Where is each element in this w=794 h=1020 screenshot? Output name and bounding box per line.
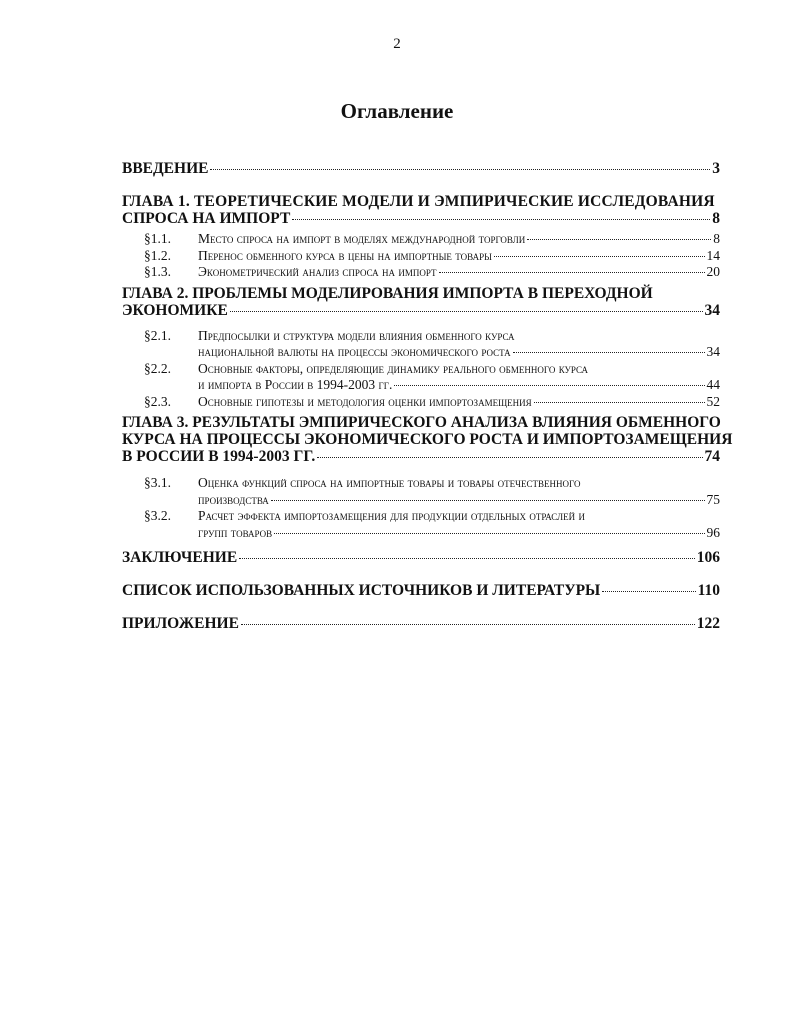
chapter-title-line: СПРОСА НА ИМПОРТ [122, 210, 291, 227]
chapter-title-line: ГЛАВА 2. ПРОБЛЕМЫ МОДЕЛИРОВАНИЯ ИМПОРТА В ПЕРЕХОДНОЙ [122, 284, 653, 302]
section-number: §2.1. [144, 327, 171, 343]
toc-label: ВВЕДЕНИЕ [122, 160, 209, 177]
section-title: Перенос обменного курса в цены на импортные товары [198, 247, 492, 263]
toc-page: 75 [706, 491, 720, 507]
section-title-line: производства [198, 491, 269, 507]
dot-leader [274, 533, 704, 534]
toc-page: 106 [696, 549, 720, 566]
section-title-line: Основные факторы, определяющие динамику реального обменного курса [198, 360, 589, 376]
toc-page: 20 [706, 264, 720, 279]
toc-label: ЗАКЛЮЧЕНИЕ [122, 549, 238, 566]
toc-section-1-2[interactable] [122, 248, 720, 265]
toc-chapter-2[interactable] [122, 285, 720, 319]
toc-label: ПРИЛОЖЕНИЕ [122, 615, 239, 632]
dot-leader [527, 239, 711, 240]
section-title-line: Предпосылки и структура модели влияния обменного курса [198, 327, 515, 343]
toc-page: 8 [713, 231, 720, 246]
toc-page: 14 [706, 247, 720, 263]
section-title-line: национальной валюты на процессы экономического роста [198, 344, 511, 359]
toc-page: 44 [706, 377, 720, 392]
toc-section-3-1[interactable] [122, 475, 720, 508]
dot-leader [210, 169, 710, 170]
toc-page: 8 [712, 210, 720, 227]
dot-leader [317, 457, 702, 458]
section-number: §1.1. [144, 231, 171, 246]
dot-leader [602, 591, 695, 592]
toc-page: 52 [706, 393, 720, 409]
dot-leader [292, 219, 710, 220]
dot-leader [534, 402, 705, 403]
toc-section-2-1[interactable] [122, 328, 720, 361]
chapter-title-line: В РОССИИ В 1994-2003 ГГ. [122, 448, 316, 465]
toc-entry-sources[interactable] [122, 582, 720, 599]
section-number: §1.3. [144, 264, 171, 279]
toc-section-1-3[interactable] [122, 264, 720, 281]
toc-page: 34 [706, 344, 720, 359]
toc-page: 110 [697, 582, 720, 599]
section-number: §3.2. [144, 508, 171, 523]
dot-leader [241, 624, 695, 625]
toc-page: 3 [712, 160, 720, 177]
toc-entry-intro[interactable] [122, 160, 720, 177]
section-title-line: и импорта в России в 1994-2003 гг. [198, 377, 393, 392]
toc-label: СПИСОК ИСПОЛЬЗОВАННЫХ ИСТОЧНИКОВ И ЛИТЕРАТУРЫ [122, 582, 601, 599]
section-title: Основные гипотезы и методология оценки импортозамещения [198, 393, 532, 409]
section-title: Место спроса на импорт в моделях международной торговли [198, 231, 526, 246]
section-title: Эконометрический анализ спроса на импорт [198, 264, 437, 279]
dot-leader [230, 311, 703, 312]
chapter-title-line: КУРСА НА ПРОЦЕССЫ ЭКОНОМИЧЕСКОГО РОСТА И ИМПОРТОЗАМЕЩЕНИЯ [122, 431, 733, 448]
section-number: §1.2. [144, 247, 171, 263]
section-number: §3.1. [144, 475, 171, 490]
toc-section-1-1[interactable] [122, 231, 720, 248]
dot-leader [239, 558, 695, 559]
chapter-title-line: ГЛАВА 3. РЕЗУЛЬТАТЫ ЭМПИРИЧЕСКОГО АНАЛИЗА ВЛИЯНИЯ ОБМЕННОГО [122, 414, 721, 431]
table-of-contents [122, 158, 733, 632]
dot-leader [494, 256, 705, 257]
toc-chapter-3[interactable] [122, 414, 733, 465]
chapter-title-line: ЭКОНОМИКЕ [122, 301, 228, 319]
toc-chapter-1[interactable] [122, 193, 720, 227]
section-title-line: групп товаров [198, 524, 273, 540]
section-title-line: Оценка функций спроса на импортные товары и товары отечественного [198, 475, 581, 490]
toc-entry-appendix[interactable] [122, 615, 720, 632]
dot-leader [394, 385, 704, 386]
section-number: §2.3. [144, 393, 171, 409]
page-number: 2 [393, 36, 401, 52]
dot-leader [271, 500, 705, 501]
toc-section-3-2[interactable] [122, 508, 720, 541]
toc-page: 122 [696, 615, 720, 632]
toc-entry-conclusion[interactable] [122, 549, 720, 566]
toc-page: 96 [706, 524, 720, 540]
toc-section-2-3[interactable] [122, 394, 720, 411]
toc-page: 34 [704, 301, 720, 319]
chapter-title-line: ГЛАВА 1. ТЕОРЕТИЧЕСКИЕ МОДЕЛИ И ЭМПИРИЧЕСКИЕ ИССЛЕДОВАНИЯ [122, 193, 715, 210]
dot-leader [439, 272, 705, 273]
section-title-line: Расчет эффекта импортозамещения для продукции отдельных отраслей и [198, 508, 586, 523]
section-number: §2.2. [144, 360, 171, 376]
page-title: Оглавление [340, 99, 454, 123]
dot-leader [513, 352, 705, 353]
toc-section-2-2[interactable] [122, 361, 720, 394]
toc-page: 74 [704, 448, 720, 465]
